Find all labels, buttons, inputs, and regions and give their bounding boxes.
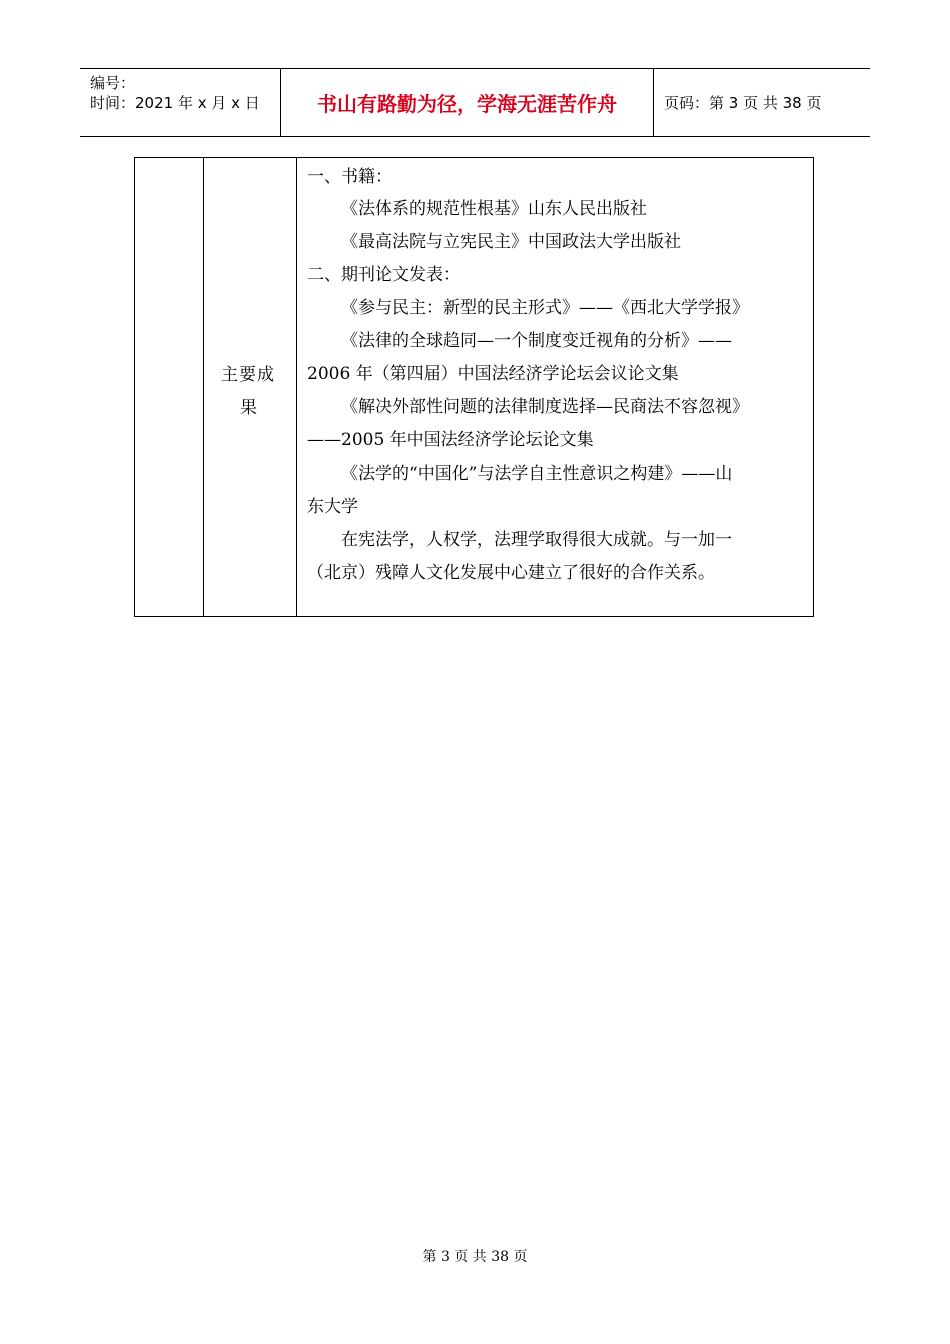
page-footer: 第 3 页 共 38 页 — [422, 1249, 528, 1265]
content-line: 2006 年（第四届）中国法经济学论坛会议论文集 — [307, 364, 679, 384]
label-line-2: 果 — [240, 398, 257, 418]
content-line: 《法体系的规范性根基》山东人民出版社 — [341, 199, 647, 219]
table-empty-cell — [135, 158, 204, 616]
header-meta — [80, 69, 280, 136]
content-line: 在宪法学，人权学，法理学取得很大成就。与一加一 — [341, 530, 732, 550]
content-line: ——2005 年中国法经济学论坛论文集 — [307, 430, 594, 450]
content-line: （北京）残障人文化发展中心建立了很好的合作关系。 — [307, 563, 715, 583]
header-motto: 书山有路勤为径，学海无涯苦作舟 — [317, 92, 617, 116]
table-content-cell — [297, 158, 813, 616]
content-line: 《法学的“中国化”与法学自主性意识之构建》——山 — [341, 464, 733, 484]
content-line: 《解决外部性问题的法律制度选择—民商法不容忽视》 — [341, 397, 749, 417]
content-line: 一、书籍： — [307, 167, 392, 187]
label-line-1: 主要成 — [221, 365, 275, 385]
page-header — [80, 68, 870, 137]
number-label: 编号： — [90, 74, 136, 92]
content-line: 《最高法院与立宪民主》中国政法大学出版社 — [341, 232, 681, 252]
header-page-info: 页码：第 3 页 共 38 页 — [664, 94, 822, 112]
content-line: 东大学 — [307, 497, 358, 517]
time-label: 时间：2021 年 x 月 x 日 — [90, 94, 260, 112]
content-line: 《法律的全球趋同—一个制度变迁视角的分析》—— — [341, 331, 732, 351]
table-label-cell — [204, 158, 297, 616]
achievements-table — [134, 157, 814, 617]
content-line: 《参与民主：新型的民主形式》——《西北大学学报》 — [341, 298, 749, 318]
content-line: 二、期刊论文发表： — [307, 265, 460, 285]
